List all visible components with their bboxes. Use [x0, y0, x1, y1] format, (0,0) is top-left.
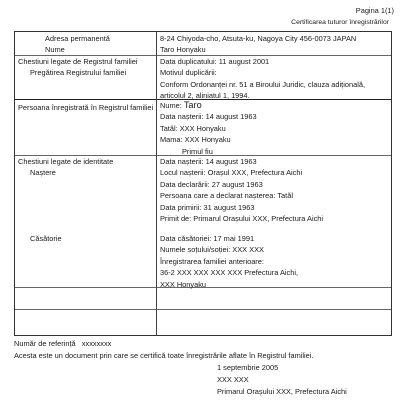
column-divider	[156, 32, 157, 335]
certification-statement: Acesta este un document prin care se certifică toate înregistrările aflate în Registrul familiei.	[14, 351, 314, 360]
person-value-cell	[160, 100, 388, 157]
row-address	[15, 32, 391, 56]
previous-register-name: XXX Honyaku	[160, 279, 207, 289]
name-label: Nume	[45, 45, 65, 55]
previous-register-label: Înregistrarea familiei anterioare:	[160, 256, 264, 266]
marriage-value-cell	[160, 233, 388, 290]
signer-name: XXX XXX	[217, 375, 249, 384]
address-value-cell	[160, 33, 388, 56]
register-preparation-label: Pregătirea Registrului familiei	[30, 68, 127, 78]
marriage-date: Data căsătoriei: 17 mai 1991	[160, 234, 255, 243]
duplicate-reason-label: Motivul duplicării:	[160, 68, 217, 78]
person-name-line	[160, 100, 388, 111]
marriage-label-cell	[18, 233, 154, 244]
previous-register-address: 36-2 XXX XXX XXX XXX Prefectura Aichi,	[160, 268, 299, 278]
reference-value: xxxxxxxx	[81, 339, 112, 348]
person-name-label: Nume:	[160, 101, 184, 110]
page-number: Pagina 1(1)	[355, 6, 394, 15]
duplicate-date: Data duplicatului: 11 august 2001	[160, 57, 270, 66]
reference-line	[14, 339, 111, 348]
identity-label-cell	[18, 156, 154, 179]
permanent-address-label: Adresa permanentă	[45, 34, 110, 43]
received-by: Primit de: Primarul Orașului XXX, Prefectura Aichi	[160, 213, 324, 223]
person-father: Tatăl: XXX Honyaku	[160, 123, 226, 133]
family-register-heading: Chestiuni legate de Registrul familiei	[18, 57, 138, 66]
birth-date: Data nașterii: 14 august 1963	[160, 157, 257, 166]
row-empty-1	[15, 287, 391, 310]
register-table	[14, 31, 392, 336]
person-relationship: Primul fiu	[182, 146, 213, 156]
declaration-date: Data declarării: 27 august 1963	[160, 179, 263, 189]
family-register-value-cell	[160, 56, 388, 102]
birth-place: Locul nașterii: Orașul XXX, Prefectura Aichi	[160, 168, 303, 178]
spouse-name: Numele soțului/soției: XXX XXX	[160, 245, 264, 255]
birth-label: Naștere	[30, 168, 56, 178]
identity-heading: Chestiuni legate de identitate	[18, 157, 114, 166]
person-birth-date: Data nașterii: 14 august 1963	[160, 112, 257, 122]
person-name-value: Taro	[183, 100, 202, 110]
permanent-address-value: 8-24 Chiyoda-cho, Atsuta-ku, Nagoya City 456-0073 JAPAN	[160, 34, 357, 43]
issue-date: 1 septembrie 2005	[217, 363, 279, 372]
declarant: Persoana care a declarat nașterea: Tatăl	[160, 191, 293, 201]
certificate-title: Certificarea tuturor înregistrărilor	[291, 19, 389, 26]
duplicate-reason-text: Conform Ordonanței nr. 51 a Biroului Juridic, clauza adițională, articolul 2, aliniatul 1, 1994.	[160, 79, 365, 101]
identity-value-cell	[160, 156, 388, 224]
person-mother: Mama: XXX Honyaku	[160, 135, 231, 145]
registered-person-label: Persoana înregistrată în Registrul familiei	[18, 103, 154, 112]
marriage-label: Căsătorie	[30, 234, 62, 243]
received-date: Data primirii: 31 august 1963	[160, 202, 255, 212]
issuing-office: Primarul Orașului XXX, Prefectura Aichi	[217, 387, 347, 396]
reference-label: Număr de referință	[14, 339, 76, 348]
name-value: Taro Honyaku	[160, 45, 206, 55]
row-registered-person	[15, 99, 391, 156]
family-register-label-cell	[18, 56, 154, 79]
row-identity	[15, 155, 391, 288]
person-label-cell	[18, 102, 154, 113]
row-family-register	[15, 55, 391, 100]
row-empty-2	[15, 309, 391, 335]
